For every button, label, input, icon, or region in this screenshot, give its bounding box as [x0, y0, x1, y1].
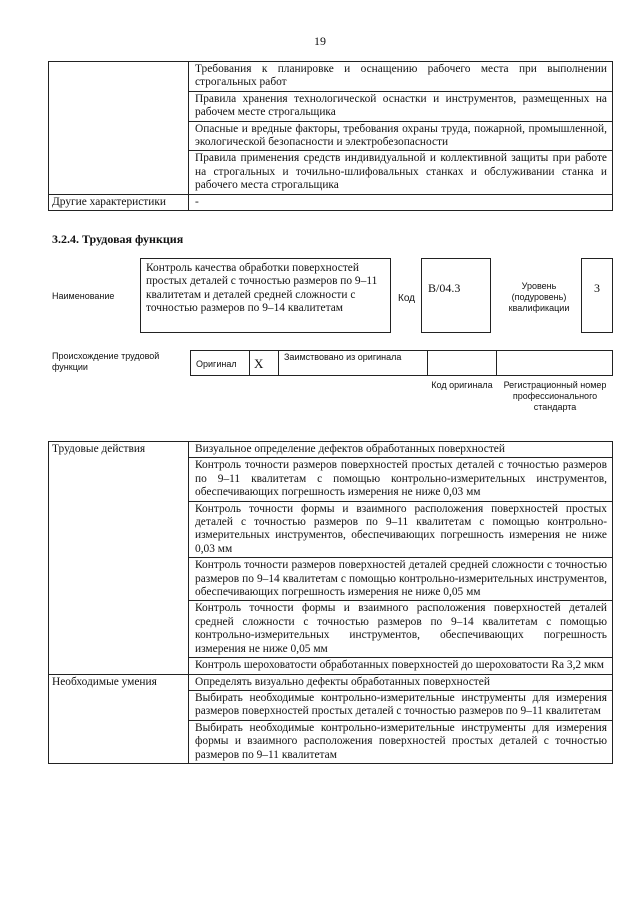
labor-action-item: Визуальное определение дефектов обработанных поверхностей	[189, 442, 613, 458]
table-row	[49, 194, 613, 210]
labor-action-item: Контроль шероховатости обработанных поверхностей до шероховатости Ra 3,2 мкм	[189, 658, 613, 674]
row-label-empty	[49, 62, 189, 195]
original-mark: X	[254, 356, 264, 371]
level-value: 3	[581, 258, 613, 333]
function-details-table	[48, 441, 613, 764]
knowledge-item: Правила применения средств индивидуальной и коллективной защиты при работе на строгальных и точильно-шлифовальных станках и обслуживании станка и рабочего места строгальщика	[189, 151, 613, 194]
table-row	[49, 62, 613, 92]
code-value: B/04.3	[421, 258, 491, 333]
knowledge-item: Правила хранения технологической оснастки и инструментов, размещенных на рабочем месте строгальщика	[189, 91, 613, 121]
origin-label: Происхождение трудовой функции	[52, 351, 160, 372]
other-characteristics-label: Другие характеристики	[49, 194, 189, 210]
origin-table	[190, 350, 613, 376]
section-heading: 3.2.4. Трудовая функция	[52, 232, 184, 246]
skill-item: Выбирать необходимые контрольно-измерительные инструменты для измерения размеров поверхностей простых деталей с точностью размеров по 9–11 квалитетам	[189, 690, 613, 720]
skills-label: Необходимые умения	[49, 674, 189, 763]
table-row	[49, 442, 613, 458]
borrowed-label: Заимствовано из оригинала	[284, 352, 402, 362]
labor-action-item: Контроль точности формы и взаимного расположения поверхностей деталей средней сложности с точностью размеров по 9–14 квалитетам с помощью контрольно-измерительных инструментов, обеспечивающих погрешность измерения не ниже 0,05 мм	[189, 601, 613, 658]
code-original-caption: Код оригинала	[431, 380, 493, 390]
table-row	[49, 674, 613, 690]
registration-number-caption: Регистрационный номер профессионального стандарта	[503, 380, 607, 412]
labor-action-item: Контроль точности размеров поверхностей простых деталей с точностью размеров по 9–11 квалитетам с помощью контрольно-измерительных инструментов, обеспечивающих погрешность измерения не ниже 0,03 мм	[189, 458, 613, 501]
skill-item: Определять визуально дефекты обработанных поверхностей	[189, 674, 613, 690]
original-label: Оригинал	[196, 359, 237, 369]
function-name-value: Контроль качества обработки поверхностей простых деталей с точностью размеров по 9–11 квалитетам и деталей средней сложности с точностью размеров по 9–14 квалитетам	[140, 258, 391, 333]
skill-item: Выбирать необходимые контрольно-измерительные инструменты для измерения формы и взаимного расположения поверхностей простых деталей с точностью размеров по 9–11 квалитетам	[189, 720, 613, 763]
page-number: 19	[314, 34, 326, 48]
level-label: Уровень (подуровень) квалификации	[508, 281, 570, 313]
other-characteristics-value: -	[189, 194, 613, 210]
knowledge-item: Опасные и вредные факторы, требования охраны труда, пожарной, промышленной, экологической безопасности и электробезопасности	[189, 121, 613, 151]
labor-actions-label: Трудовые действия	[49, 442, 189, 675]
code-label: Код	[398, 293, 416, 304]
name-label: Наименование	[52, 291, 115, 301]
knowledge-table	[48, 61, 613, 211]
labor-action-item: Контроль точности формы и взаимного расположения поверхностей простых деталей с точностью размеров по 9–11 квалитетам с помощью контрольно-измерительных инструментов, обеспечивающих погрешность измерения не ниже 0,03 мм	[189, 501, 613, 558]
labor-action-item: Контроль точности размеров поверхностей деталей средней сложности с точностью размеров по 9–14 квалитетам с помощью контрольно-измерительных инструментов, обеспечивающих погрешность измерения не ниже 0,05 мм	[189, 558, 613, 601]
knowledge-item: Требования к планировке и оснащению рабочего места при выполнении строгальных работ	[189, 62, 613, 92]
